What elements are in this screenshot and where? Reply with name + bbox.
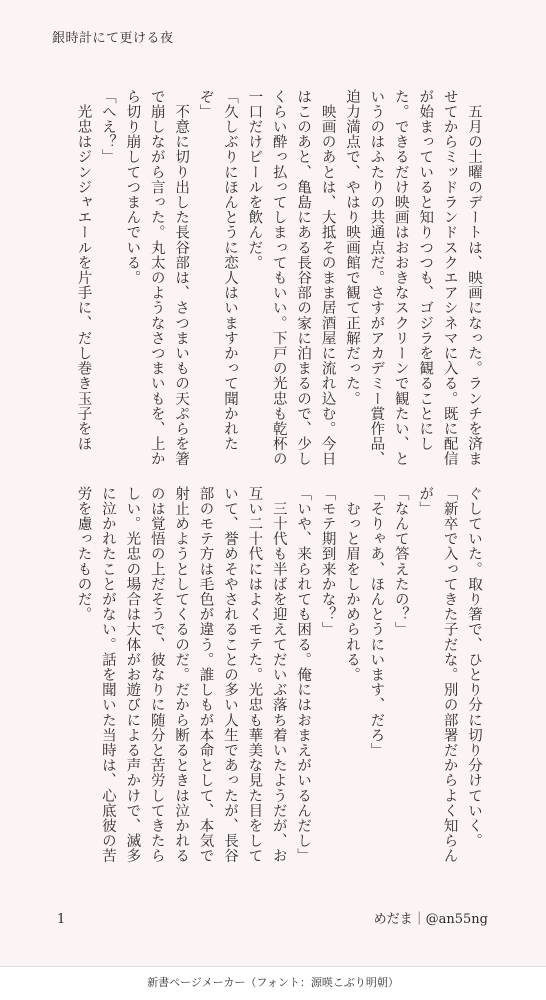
paragraph: 不意に切り出した長谷部は、さつまいもの天ぷらを箸で崩しながら言った。丸太のようなさつまいもを、上から切り崩してつまんでいる。 bbox=[124, 89, 190, 467]
dialogue-line: 「いや、来られても困る。俺にはおまえがいるんだし」 bbox=[295, 486, 312, 864]
paragraph: 五月の土曜のデートは、映画になった。ランチを済ませてからミッドランドスクエアシネマに入る。既に配信が始まっていると知りつつも、ゴジラを観ることにした。できるだけ映画はおおきなスクリーンで観たい、というのはふたりの共通点だ。さすがアカデミー賞作品、迫力満点で、やはり映画館で観て正解だった。 bbox=[343, 89, 482, 467]
paragraph: 三十代も半ばを迎えてだいぶ落ち着いたようだが、お互い二十代にはよくモテた。光忠も華美な見た目をしていて、誉めそやされることの多い人生であったが、長谷部のモテ方は毛色が違う。誰しもが本命として、本気で射止めようとしてくるのだ。だから断るときは泣かれるのは覚悟の上だそうで、彼なりに随分と苦労してきたらしい。光忠の場合は大体がお遊びによる声かけで、滅多に泣かれたことがない。話を聞いた当時は、心底彼の苦労を慮ったものだ。 bbox=[75, 486, 287, 864]
page-header-title: 銀時計にて更ける夜 bbox=[52, 31, 174, 46]
paragraph: ぐしていた。取り箸で、ひとり分に切り分けていく。 bbox=[466, 486, 482, 849]
prose-block-lower bbox=[56, 486, 486, 866]
paragraph: 光忠はジンジャエールを片手に、だし巻き玉子をほ bbox=[75, 89, 92, 452]
dialogue-line: 「なんて答えたの？」 bbox=[392, 486, 409, 637]
dialogue-line: 「モテ期到来かな？」 bbox=[319, 486, 336, 637]
page-number: 1 bbox=[57, 912, 66, 927]
dialogue-line: 「新卒で入ってきた子だな。別の部署だからよく知らんが」 bbox=[417, 486, 458, 864]
dialogue-line: 「久しぶりにほんとうに恋人はいますかって聞かれたぞ」 bbox=[197, 89, 238, 452]
dialogue-line: 「へえ？」 bbox=[99, 89, 116, 165]
paragraph: 映画のあとは、大抵そのまま居酒屋に流れ込む。今日はこのあと、亀島にある長谷部の家に泊まるので、少しくらい酔っ払ってしまってもいい。下戸の光忠も乾杯の一口だけビールを飲んだ。 bbox=[246, 89, 336, 467]
dialogue-line: 「そりゃあ、ほんとうにいます、だろ」 bbox=[368, 486, 385, 758]
generator-caption: 新書ページメーカー（フォント：源暎こぶり明朝） bbox=[147, 976, 399, 989]
author-credit: めだま｜@an55ng bbox=[373, 912, 488, 927]
paragraph: むっと眉をしかめられる。 bbox=[343, 486, 360, 683]
prose-block-upper bbox=[56, 89, 486, 469]
